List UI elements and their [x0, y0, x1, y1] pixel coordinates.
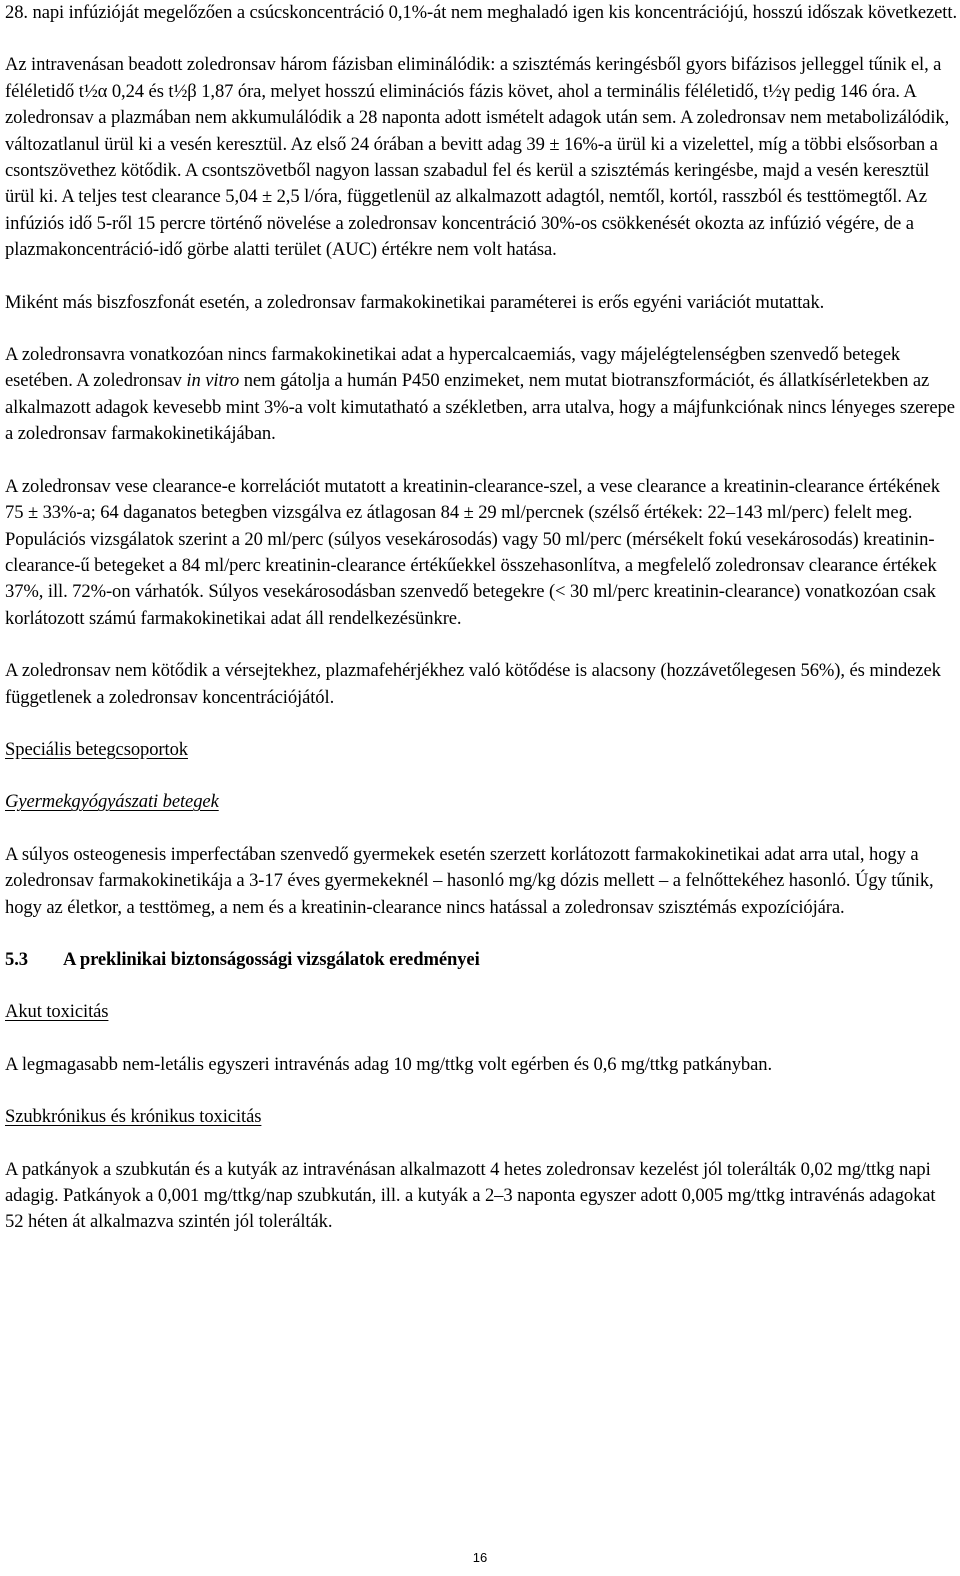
- section-number: 5.3: [5, 948, 28, 970]
- paragraph-acute-toxicity: A legmagasabb nem-letális egyszeri intravénás adag 10 mg/ttkg volt egérben és 0,6 mg/ttkg patkányban.: [5, 1053, 773, 1075]
- section-heading-5-3: [5, 947, 957, 973]
- paragraph-elimination: Az intravenásan beadott zoledronsav három fázisban eliminálódik: a szisztémás keringésből gyors bifázisos jelleggel tűnik el, a féléletidő t½α 0,24 és t½β 1,87 óra, melyet hosszú eliminációs fázis követ, ahol a terminális féléletidő, t½γ pedig 146 óra. A zoledronsav a plazmában nem akkumulálódik a 28 naponta adott ismételt adagok után sem. A zoledronsav nem metabolizálódik, változatlanul ürül ki a vesén keresztül. Az első 24 órában a bevitt adag 39 ± 16%-a ürül ki a vizelettel, míg a többi elsősorban a csontszövethez kötődik. A csontszövetből nagyon lassan szabadul fel és kerül a szisztémás keringésbe, majd a vesén keresztül ürül ki. A teljes test clearance 5,04 ± 2,5 l/óra, függetlenül az alkalmazott adagtól, nemtől, kortól, rasszból és testtömegtől. Az infúziós idő 5-ről 15 percre történő növelése a zoledronsav koncentráció 30%-os csökkenését okozta az infúzió végére, de a plazmakoncentráció-idő görbe alatti terület (AUC) értékre nem volt hatása.: [5, 54, 950, 261]
- heading-pediatric: [5, 789, 957, 815]
- paragraph-variability: Miként más biszfoszfonát esetén, a zoledronsav farmakokinetikai paraméterei is erős egyéni variációt mutattak.: [5, 291, 825, 313]
- paragraph-hepatic-text-1: A zoledronsavra vonatkozóan nincs farmakokinetikai adat a hypercalcaemiás, vagy májelégtelenségben szenvedő betegek esetében. A zoledronsav: [5, 344, 901, 392]
- heading-chronic-toxicity-text: Szubkrónikus és krónikus toxicitás: [5, 1106, 262, 1128]
- paragraph-intro: 28. napi infúzióját megelőzően a csúcskoncentráció 0,1%-át nem meghaladó igen kis koncentrációjú, hosszú időszak következett.: [5, 2, 957, 23]
- heading-chronic-toxicity: [5, 1104, 957, 1130]
- paragraph-protein-binding: A zoledronsav nem kötődik a vérsejtekhez, plazmafehérjékhez való kötődése is alacsony (hozzávetőlegesen 56%), és mindezek függetlenek a zoledronsav koncentrációjától.: [5, 660, 941, 708]
- heading-special-groups-text: Speciális betegcsoportok: [5, 738, 188, 760]
- paragraph-chronic-toxicity: A patkányok a szubkután és a kutyák az intravénásan alkalmazott 4 hetes zoledronsav kezelést jól tolerálták 0,02 mg/ttkg napi adagig. Patkányok a 0,001 mg/ttkg/nap szubkután, ill. a kutyák a 2–3 naponta egyszer adott 0,005 mg/ttkg intravénás adagokat 52 héten át alkalmazva szintén jól tolerálták.: [5, 1158, 936, 1233]
- page-number: 16: [472, 1550, 488, 1565]
- section-title: A preklinikai biztonságossági vizsgálatok eredményei: [63, 948, 480, 970]
- document-content: [5, 0, 957, 1262]
- heading-pediatric-text: Gyermekgyógyászati betegek: [5, 791, 219, 813]
- heading-special-groups: [5, 737, 957, 763]
- paragraph-hepatic-italic: in vitro: [186, 370, 240, 392]
- paragraph-pediatric: A súlyos osteogenesis imperfectában szenvedő gyermekek esetén szerzett korlátozott farmakokinetikai adat arra utal, hogy a zoledronsav farmakokinetikája a 3-17 éves gyermekeknél – hasonló mg/kg dózis mellett – a felnőttekéhez hasonló. Úgy tűnik, hogy az életkor, a testtömeg, a nem és a kreatinin-clearance nincs hatással a zoledronsav szisztémás expozíciójára.: [5, 843, 934, 918]
- paragraph-renal-clearance: A zoledronsav vese clearance-e korrelációt mutatott a kreatinin-clearance-szel, a vese clearance a kreatinin-clearance értékének 75 ± 33%-a; 64 daganatos betegben vizsgálva ez átlagosan 84 ± 29 ml/percnek (szélső értékek: 22–143 ml/perc) felelt meg. Populációs vizsgálatok szerint a 20 ml/perc (súlyos vesekárosodás) vagy 50 ml/perc (mérsékelt fokú vesekárosodás) kreatinin-clearance-ű betegeket a 84 ml/perc kreatinin-clearance értékűekkel összehasonlítva, a megfelelő zoledronsav clearance értékek 37%, ill. 72%-on várhatók. Súlyos vesekárosodásban szenvedő betegekre (< 30 ml/perc kreatinin-clearance) vonatkozóan csak korlátozott számú farmakokinetikai adat áll rendelkezésünkre.: [5, 475, 940, 629]
- heading-acute-toxicity-text: Akut toxicitás: [5, 1001, 109, 1023]
- paragraph-hepatic: [5, 342, 957, 448]
- heading-acute-toxicity: [5, 999, 957, 1025]
- paragraph-hepatic-text-2: nem gátolja a humán P450 enzimeket, nem mutat biotranszformációt, és állatkísérletekben az alkalmazott adagok kevesebb mint 3%-a volt kimutatható a székletben, arra utalva, hogy a májfunkciónak nincs lényeges szerepe a zoledronsav farmakokinetikájában.: [5, 370, 955, 445]
